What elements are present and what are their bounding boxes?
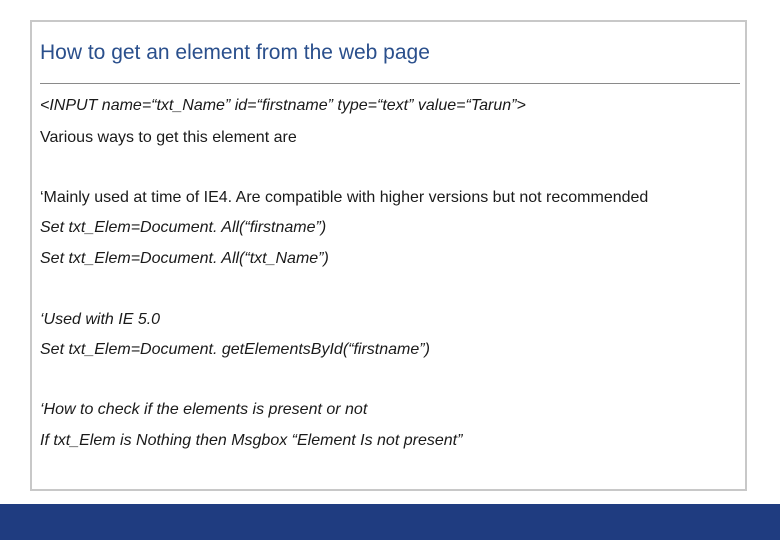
title-divider [40, 83, 740, 84]
code-all-firstname: Set txt_Elem=Document. All(“firstname”) [40, 219, 327, 236]
code-all-txt-name: Set txt_Elem=Document. All(“txt_Name”) [40, 250, 329, 267]
comment-ie4: ‘Mainly used at time of IE4. Are compatible with higher versions but not recommended [40, 189, 649, 206]
comment-check-present: ‘How to check if the elements is present or not [40, 401, 368, 418]
comment-ie5: ‘Used with IE 5.0 [40, 311, 161, 328]
footer-bar [0, 504, 780, 540]
code-nothing-check: If txt_Elem is Nothing then Msgbox “Element Is not present” [40, 432, 463, 449]
code-get-elements-by-id: Set txt_Elem=Document. getElementsById(“firstname”) [40, 341, 430, 358]
slide-title: How to get an element from the web page [40, 41, 430, 64]
html-input-snippet: <INPUT name=“txt_Name” id=“firstname” type=“text” value=“Tarun”> [40, 97, 526, 114]
intro-text: Various ways to get this element are [40, 129, 297, 146]
